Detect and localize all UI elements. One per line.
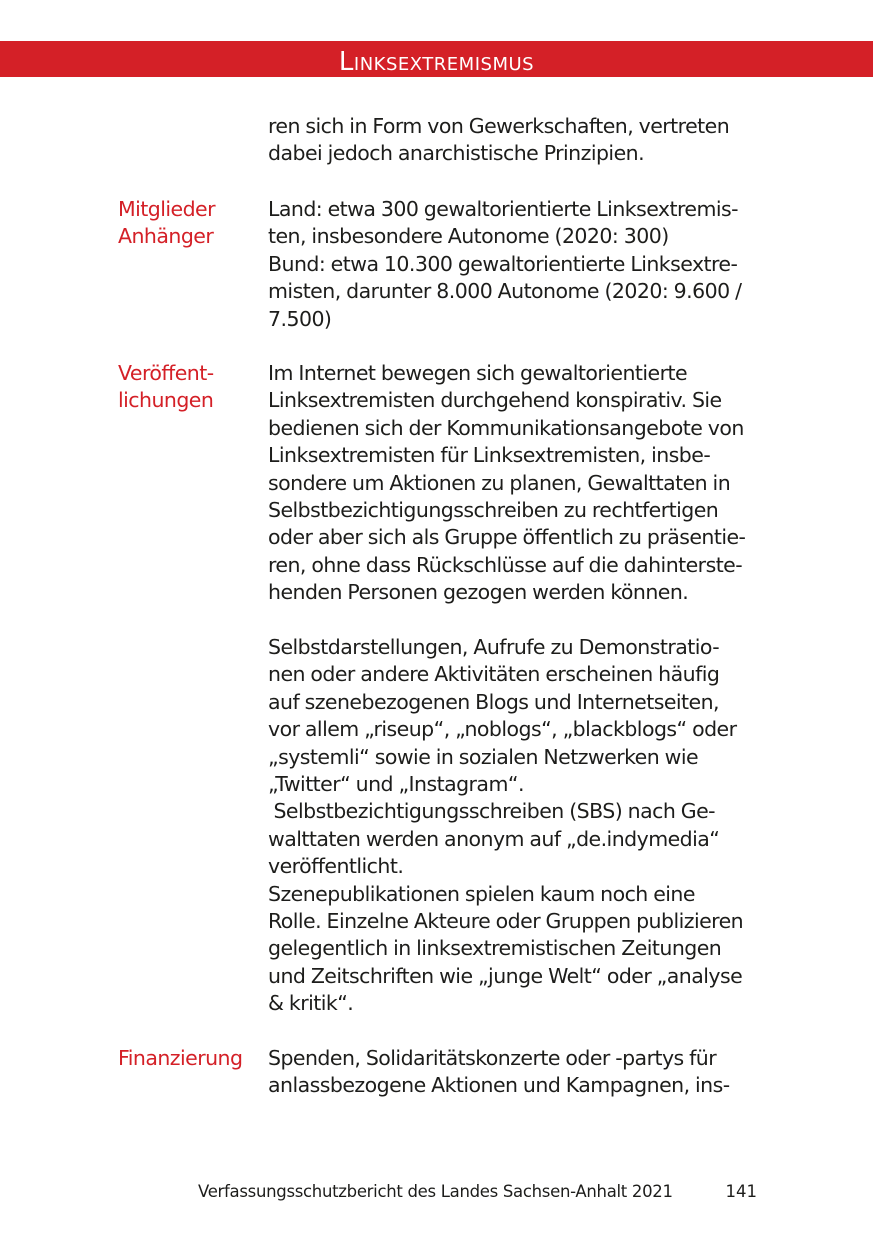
section-text-mitglieder: Land: etwa 300 gewaltorientierte Linksextremis- ten, insbesondere Autonome (2020: 300) Bund: etwa 10.300 gewaltorientierte Linksextre- misten, darunter 8.000 Autonome (2020: 9.600 / 7.500): [268, 197, 742, 331]
section-label-veroeffentlichungen: Veröffent- lichungen: [118, 361, 214, 413]
section-label-finanzierung: Finanzierung: [118, 1046, 243, 1070]
section-text-finanzierung: Spenden, Solidaritätskonzerte oder -partys für anlassbezogene Aktionen und Kampagnen, ins-: [268, 1046, 730, 1098]
page-title: Linksextremismus: [338, 47, 535, 77]
header-bar: [0, 41, 873, 77]
page-number: 141: [725, 1182, 757, 1201]
section-text-veroeffentlichungen-1: Im Internet bewegen sich gewaltorientierte Linksextremisten durchgehend konspirativ. Sie bedienen sich der Kommunikationsangebote von Linksextremisten für Linksextremisten, insbe- sondere um Aktionen zu planen, Gewalttaten in Selbstbezichtigungsschreiben zu rechtfertigen oder aber sich als Gruppe öffentlich zu präsentie- ren, ohne dass Rückschlüsse auf die dahinterste- henden Personen gezogen werden können.: [268, 361, 746, 605]
section-label-mitglieder: Mitglieder Anhänger: [118, 197, 215, 249]
intro-paragraph: ren sich in Form von Gewerkschaften, vertreten dabei jedoch anarchistische Prinzipien.: [268, 114, 730, 166]
footer-title: Verfassungsschutzbericht des Landes Sachsen-Anhalt 2021: [198, 1182, 673, 1201]
section-text-veroeffentlichungen-2: Selbstdarstellungen, Aufrufe zu Demonstratio- nen oder andere Aktivitäten erscheinen häufig auf szenebezogenen Blogs und Internetseiten, vor allem „riseup“, „noblogs“, „blackblogs“ oder „systemli“ sowie in sozialen Netzwerken wie „Twitter“ und „Instagram“. Selbstbezichtigungsschreiben (SBS) nach Ge- walttaten werden anonym auf „de.indymedia“ veröffentlicht. Szenepublikationen spielen kaum noch eine Rolle. Einzelne Akteure oder Gruppen publizieren gelegentlich in linksextremistischen Zeitungen und Zeitschriften wie „junge Welt“ oder „analyse & kritik“.: [268, 635, 744, 1016]
